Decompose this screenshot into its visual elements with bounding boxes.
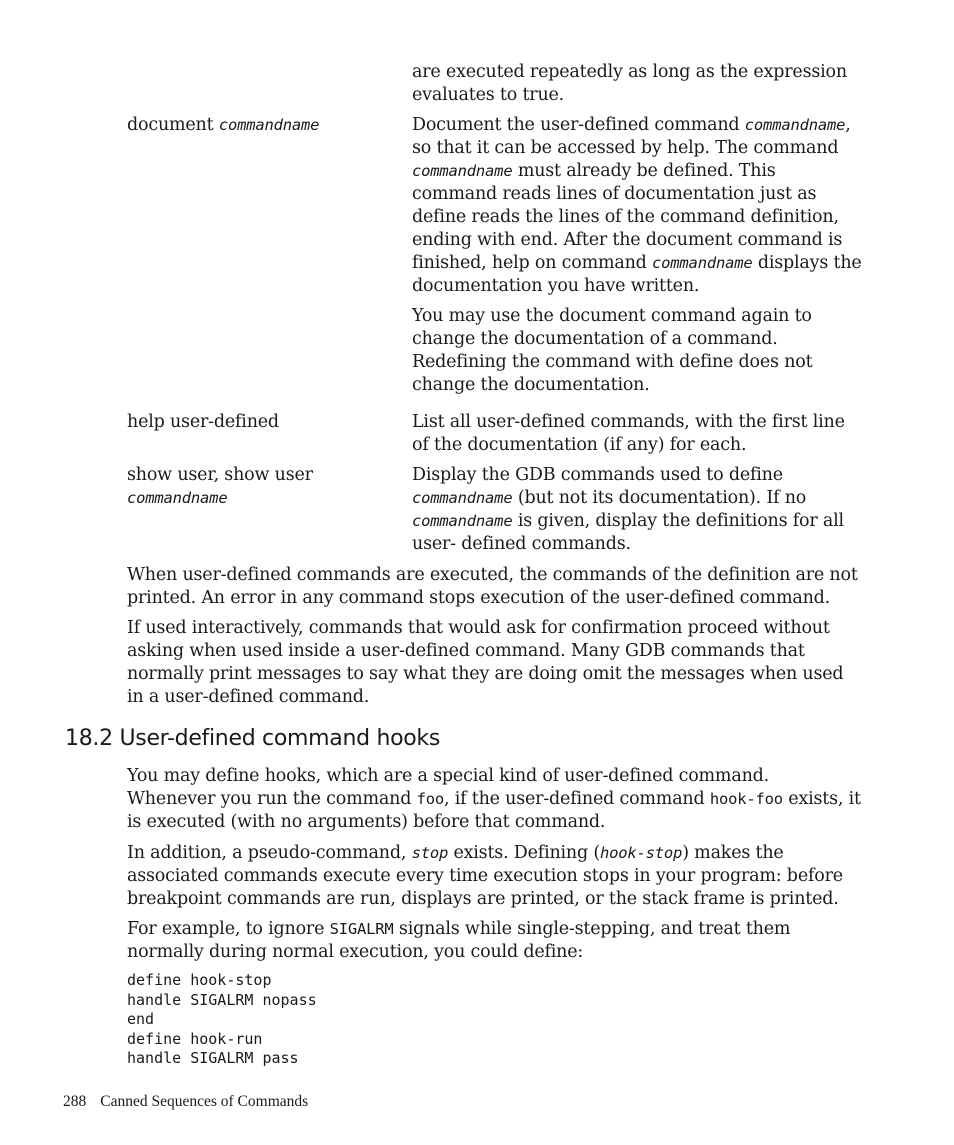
text-run: must already be defined. This command reads lines of documentation just as define reads the lines of the command definition, ending with end. After the document command is finished, help on command xyxy=(412,161,843,273)
text-run: signals while single-stepping, and treat them normally during normal execution, you could define: xyxy=(127,919,791,962)
code-hook-foo: hook-foo xyxy=(709,790,783,808)
code-sigalrm: SIGALRM xyxy=(329,920,394,938)
show-user-term-arg: commandname xyxy=(127,489,228,507)
text-run: ) makes the associated commands execute every time execution stops in your program: before breakpoint commands are run, displays are printed, or the stack frame is printed. xyxy=(127,843,843,909)
text-run: Display the GDB commands used to define xyxy=(412,465,783,485)
show-user-definition xyxy=(412,464,862,556)
text-run: Document the user-defined command xyxy=(412,115,745,135)
help-user-defined-term: help user-defined xyxy=(127,412,279,432)
text-run: exists. Defining ( xyxy=(448,843,600,863)
paragraph-stop-hook xyxy=(127,842,862,911)
show-user-term xyxy=(127,464,397,510)
code-commandname: commandname xyxy=(412,512,513,530)
document-term-word: document xyxy=(127,115,219,135)
chapter-title: Canned Sequences of Commands xyxy=(100,1093,309,1110)
code-hook-stop: hook-stop xyxy=(600,844,683,862)
paragraph-hooks-intro xyxy=(127,765,862,834)
code-example: define hook-stop handle SIGALRM nopass end define hook-run handle SIGALRM pass xyxy=(127,971,317,1068)
code-commandname: commandname xyxy=(744,116,846,134)
code-foo: foo xyxy=(416,790,444,808)
text-run: For example, to ignore xyxy=(127,919,330,939)
text-run: , so that it can be accessed by help. The command xyxy=(412,115,851,158)
code-commandname: commandname xyxy=(412,162,513,180)
paragraph-execution-note: When user-defined commands are executed, the commands of the definition are not printed. An error in any command stops execution of the user-defined command. xyxy=(127,565,858,608)
text-run: , if the user-defined command xyxy=(443,789,710,809)
text-run: In addition, a pseudo-command, xyxy=(127,843,412,863)
section-heading: 18.2 User-defined command hooks xyxy=(65,726,441,751)
show-user-term-word: show user, show user xyxy=(127,465,313,485)
code-commandname: commandname xyxy=(652,254,753,272)
code-commandname: commandname xyxy=(412,489,513,507)
text-run: is given, display the definitions for all user- defined commands. xyxy=(412,511,844,554)
page-footer xyxy=(63,1093,308,1111)
document-term xyxy=(127,114,397,137)
document-term-arg: commandname xyxy=(218,116,320,134)
paragraph-interactive-note: If used interactively, commands that would ask for confirmation proceed without asking when used inside a user-defined command. Many GDB commands that normally print messages to say what they are doing omit the messages when used in a user-defined command. xyxy=(127,618,844,707)
text-run: displays the documentation you have written. xyxy=(412,253,862,296)
document-definition-p1 xyxy=(412,114,862,298)
while-definition-continuation: are executed repeatedly as long as the expression evaluates to true. xyxy=(412,62,847,105)
text-run: You may define hooks, which are a special kind of user-defined command. Whenever you run the command xyxy=(127,766,769,809)
text-run: (but not its documentation). If no xyxy=(512,488,807,508)
help-user-defined-definition: List all user-defined commands, with the first line of the documentation (if any) for each. xyxy=(412,412,845,455)
code-stop: stop xyxy=(411,844,449,862)
paragraph-example-intro xyxy=(127,918,862,964)
document-definition-p2: You may use the document command again to change the documentation of a command. Redefining the command with define does not change the documentation. xyxy=(412,306,813,395)
text-run: exists, it is executed (with no arguments) before that command. xyxy=(127,789,861,832)
page-number: 288 xyxy=(63,1093,87,1110)
